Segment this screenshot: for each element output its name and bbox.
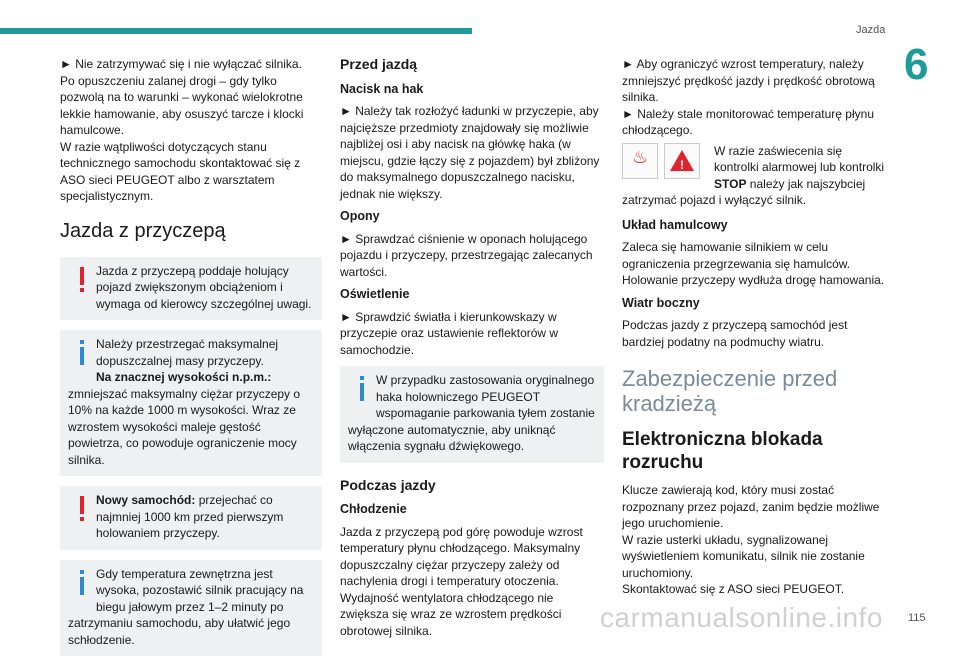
paragraph: W razie wątpliwości dotyczących stanu technicznego samochodu skontaktować się z ASO sieci PEUGEOT albo z warsztatem specjalistycznym.: [60, 139, 301, 203]
paragraph: Skontaktować się z ASO sieci PEUGEOT.: [622, 582, 845, 596]
info-box: [60, 330, 322, 476]
warning-icon: [68, 492, 96, 526]
paragraph: Po opuszczeniu zalanej drogi – gdy tylko pozwolą na to warunki – wykonać wielokrotne lekkie hamowanie, aby osuszyć tarcze i klocki hamulcowe.: [60, 73, 304, 137]
alert-triangle-icon: !: [664, 143, 700, 179]
info-icon: [348, 372, 376, 406]
section-title-antitheft: Zabezpieczenie przed kradzieżą: [622, 366, 838, 416]
heading-tyres: Opony: [340, 209, 380, 223]
paragraph: ► Aby ograniczyć wzrost temperatury, należy zmniejszyć prędkość jazdy i prędkość obrotową silnika.: [622, 57, 875, 104]
paragraph: ► Sprawdzać ciśnienie w oponach holującego pojazdu i przyczepy, przestrzegając zalecanych wartości.: [340, 231, 593, 279]
info-box: [340, 366, 604, 463]
warning-lamp-icons: [622, 143, 708, 179]
paragraph: W razie usterki układu, sygnalizowanej wyświetleniem komunikatu, silnik nie zostanie uruchomiony.: [622, 532, 865, 580]
chapter-number: 6: [904, 40, 929, 89]
heading-lighting: Oświetlenie: [340, 287, 410, 301]
stop-label: STOP: [714, 176, 747, 191]
paragraph: ► Należy tak rozłożyć ładunki w przyczepie, aby najcięższe przedmioty znajdowały się możliwie najbliżej osi i aby nacisk na główkę haka (w miejscu, gdzie łączy się z pojazdem) był zbliżony do maksymalnego dopuszczalnego nacisku, jednak nie większy.: [340, 104, 600, 201]
watermark: carmanualsonline.info: [600, 602, 883, 633]
info-text: Należy przestrzegać maksymalnej dopuszczalnej masy przyczepy.: [96, 337, 279, 368]
heading-immobiliser: Elektroniczna blokada rozruchu: [622, 429, 823, 473]
coolant-temperature-icon: ♨: [622, 143, 658, 179]
warning-text: przejechać co najmniej 1000 km przed pierwszym holowaniem przyczepy.: [96, 493, 284, 540]
info-text: zmniejszać maksymalny ciężar przyczepy o 10% na każde 1000 m wysokości. Wraz ze wzrostem wysokości maleje gęstość powietrza, co powoduje ograniczenie mocy silnika.: [68, 386, 301, 467]
info-box: [60, 560, 322, 657]
heading-while-driving: Podczas jazdy: [340, 476, 436, 493]
paragraph: Podczas jazdy z przyczepą samochód jest bardziej podatny na podmuchy wiatru.: [622, 318, 848, 349]
header-accent-bar: [0, 28, 472, 34]
paragraph: Klucze zawierają kod, który musi zostać rozpoznany przez pojazd, zanim będzie możliwe jego uruchomienie.: [622, 483, 880, 530]
warning-text: należy jak najszybciej zatrzymać pojazd i wyłączyć silnik.: [622, 176, 866, 207]
warning-box: [60, 257, 322, 321]
warning-box: [60, 486, 322, 550]
info-icon: [68, 336, 96, 370]
heading-before-driving: Przed jazdą: [340, 56, 418, 72]
info-text: W przypadku zastosowania oryginalnego haka holowniczego PEUGEOT wspomaganie parkowania tyłem zostanie wyłączone automatycznie, aby uniknąć włączenia sygnału dźwiękowego.: [348, 373, 595, 453]
column-3: [622, 56, 886, 598]
section-name: Jazda: [856, 24, 886, 36]
warning-text: W razie zaświecenia się kontrolki alarmowej lub kontrolki: [714, 143, 885, 174]
warning-bold-label: Nowy samochód:: [96, 493, 196, 507]
info-bold-label: Na znacznej wysokości n.p.m.:: [96, 370, 272, 384]
heading-cooling: Chłodzenie: [340, 502, 407, 516]
heading-crosswind: Wiatr boczny: [622, 295, 700, 310]
warning-lamp-note: [622, 143, 886, 209]
section-title-towing: Jazda z przyczepą: [60, 219, 226, 242]
paragraph: ► Sprawdzić światła i kierunkowskazy w przyczepie oraz ustawienie reflektorów w samochodzie.: [340, 309, 559, 357]
heading-braking: Układ hamulcowy: [622, 217, 728, 232]
info-icon: [68, 566, 96, 600]
info-text: Gdy temperatura zewnętrzna jest wysoka, pozostawić silnik pracujący na biegu jałowym przez 1–2 minuty po zatrzymaniu samochodu, aby ułatwić jego schłodzenie.: [68, 566, 304, 647]
warning-text: Jazda z przyczepą poddaje holujący pojazd zwiększonym obciążeniom i wymaga od kierowcy szczególnej uwagi.: [96, 263, 312, 311]
paragraph: Jazda z przyczepą pod górę powoduje wzrost temperatury płynu chłodzącego. Maksymalny dopuszczalny ciężar przyczepy zależy od nachylenia drogi i temperatury otoczenia. Wydajność wentylatora chłodzącego nie zwiększa się wraz ze wzrostem prędkości obrotowej silnika.: [340, 524, 583, 638]
column-1: [60, 56, 322, 666]
page-number: 115: [908, 612, 926, 624]
column-2: [340, 56, 604, 639]
paragraph: Zaleca się hamowanie silnikiem w celu ograniczenia przegrzewania się hamulców. Holowanie przyczepy wydłuża drogę hamowania.: [622, 240, 885, 287]
heading-hitch-load: Nacisk na hak: [340, 81, 424, 96]
paragraph: ► Nie zatrzymywać się i nie wyłączać silnika.: [60, 57, 302, 71]
warning-icon: [68, 263, 96, 297]
paragraph: ► Należy stale monitorować temperaturę płynu chłodzącego.: [622, 106, 874, 137]
